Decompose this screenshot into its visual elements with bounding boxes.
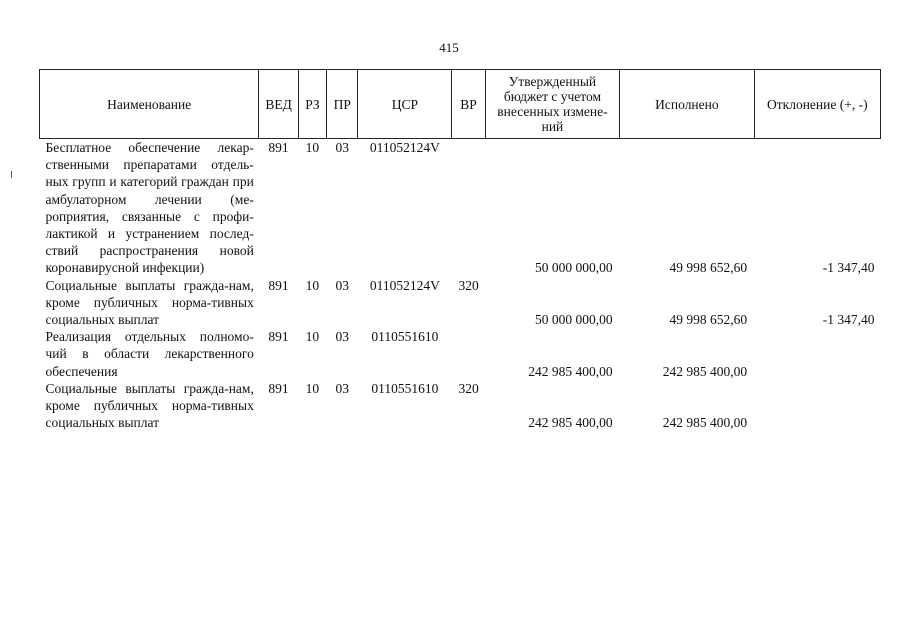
header-rz: РЗ	[298, 70, 326, 139]
row-rz: 10	[305, 140, 320, 155]
row-name: Социальные выплаты гражда-нам, кроме публичных норма-тивных социальных выплат	[45, 277, 254, 328]
header-deviation: Отклонение (+, -)	[754, 70, 880, 139]
table-row	[40, 139, 881, 277]
header-approved: Утвержденный бюджет с учетом внесенных измене-ний	[485, 70, 619, 139]
row-rz: 10	[305, 277, 320, 293]
row-pr: 03	[335, 329, 349, 345]
row-csr: 011052124V	[369, 140, 440, 155]
row-ved: 891	[268, 277, 289, 293]
row-deviation: -1 347,40	[822, 260, 875, 276]
row-executed: 49 998 652,60	[669, 260, 748, 276]
row-csr: 0110551610	[371, 380, 439, 396]
row-vr: 320	[458, 277, 479, 293]
table-row	[40, 277, 881, 329]
header-ved: ВЕД	[259, 70, 298, 139]
header-vr: ВР	[452, 70, 485, 139]
row-pr: 03	[335, 380, 349, 396]
row-rz: 10	[305, 329, 320, 345]
table-body	[40, 139, 881, 432]
header-pr: ПР	[327, 70, 358, 139]
header-row	[40, 70, 881, 139]
row-name: Социальные выплаты гражда-нам, кроме публичных норма-тивных социальных выплат	[45, 380, 254, 431]
row-csr: 0110551610	[371, 329, 439, 345]
row-approved: 242 985 400,00	[528, 415, 613, 431]
row-deviation	[754, 380, 880, 432]
header-csr: ЦСР	[358, 70, 452, 139]
page-number: 415	[439, 40, 459, 55]
table-row	[40, 328, 881, 380]
row-executed: 242 985 400,00	[662, 415, 748, 431]
table-header	[40, 70, 881, 139]
row-approved: 50 000 000,00	[535, 260, 613, 276]
row-approved: 242 985 400,00	[528, 363, 613, 379]
row-ved: 891	[268, 380, 289, 396]
row-vr	[452, 328, 485, 380]
row-executed: 49 998 652,60	[669, 312, 748, 328]
row-deviation: -1 347,40	[822, 312, 875, 328]
row-pr: 03	[335, 140, 349, 155]
row-approved: 50 000 000,00	[535, 312, 613, 328]
row-vr: 320	[458, 380, 479, 396]
header-executed: Исполнено	[620, 70, 754, 139]
row-executed: 242 985 400,00	[662, 363, 748, 379]
header-name: Наименование	[40, 70, 259, 139]
table-row	[40, 380, 881, 432]
row-rz: 10	[305, 380, 320, 396]
row-pr: 03	[335, 277, 349, 293]
row-name: Бесплатное обеспечение лекар-ственными препаратами отдель-ных групп и категорий граждан при амбулаторном лечении (ме-роприятия, связанные с профи-лактикой и устранением послед-ствий распространения новой коронавирусной инфекции)	[45, 140, 254, 276]
margin-mark	[11, 171, 12, 178]
row-ved: 891	[268, 329, 289, 345]
row-vr	[452, 139, 485, 277]
row-ved: 891	[268, 140, 289, 155]
row-csr: 011052124V	[369, 277, 440, 293]
row-name: Реализация отдельных полномо-чий в области лекарственного обеспечения	[45, 329, 254, 379]
row-deviation	[754, 328, 880, 380]
budget-table	[39, 69, 881, 431]
